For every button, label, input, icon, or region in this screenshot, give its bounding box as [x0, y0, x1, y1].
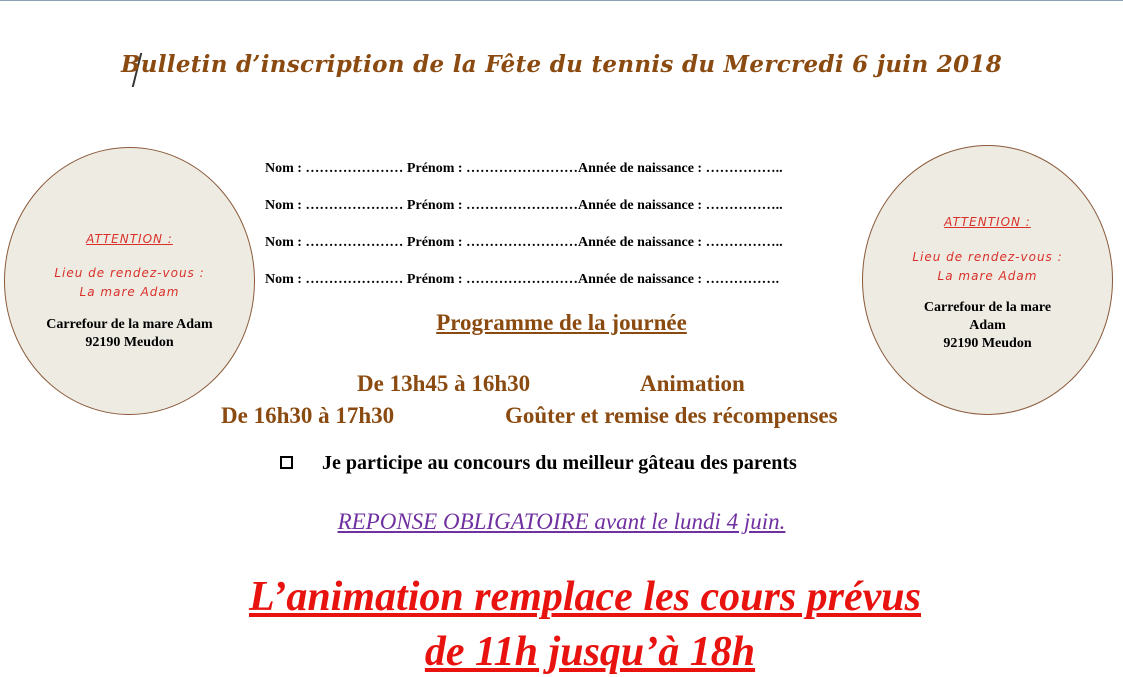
- meeting-point-circle-left: [4, 147, 255, 415]
- schedule-time-2: De 16h30 à 17h30: [221, 403, 395, 428]
- address-city: 92190 Meudon: [85, 335, 174, 350]
- attention-label: ATTENTION :: [86, 232, 173, 246]
- program-title: [0, 310, 1123, 336]
- notice-line-2: de 11h jusqu’à 18h: [424, 629, 756, 675]
- rdv-place: La mare Adam: [937, 269, 1038, 283]
- schedule-activity-2: Goûter et remise des récompenses: [505, 403, 838, 428]
- response-deadline: REPONSE OBLIGATOIRE avant le lundi 4 juin.: [337, 509, 786, 534]
- program-title-text: Programme de la journée: [436, 310, 687, 335]
- registration-row[interactable]: Nom : ………………… Prénom : ……………………Année de naissance : ……………..: [265, 161, 783, 176]
- cake-contest-label: Je participe au concours du meilleur gâteau des parents: [322, 452, 797, 474]
- schedule-time-1: De 13h45 à 16h30: [357, 371, 531, 396]
- address-line: Carrefour de la mare: [923, 300, 1052, 315]
- address-line: Carrefour de la mare Adam: [46, 317, 213, 332]
- registration-row[interactable]: Nom : ………………… Prénom : ……………………Année de naissance : ……………..: [265, 198, 783, 213]
- meeting-point-circle-right: [862, 145, 1113, 415]
- rdv-label: Lieu de rendez-vous :: [54, 266, 205, 280]
- rdv-place: La mare Adam: [79, 285, 180, 299]
- attention-label: ATTENTION :: [944, 215, 1031, 229]
- address-line-2: Adam: [969, 318, 1006, 333]
- registration-row[interactable]: Nom : ………………… Prénom : ……………………Année de naissance : …………….: [265, 272, 780, 287]
- address-city: 92190 Meudon: [943, 336, 1032, 351]
- registration-row[interactable]: Nom : ………………… Prénom : ……………………Année de naissance : ……………..: [265, 235, 783, 250]
- page-title: Bulletin d’inscription de la Fête du tennis du Mercredi 6 juin 2018: [120, 51, 1003, 78]
- cake-contest-checkbox[interactable]: [280, 456, 293, 469]
- rdv-label: Lieu de rendez-vous :: [912, 250, 1063, 264]
- schedule-activity-1: Animation: [640, 371, 745, 396]
- notice-line-1: L’animation remplace les cours prévus: [249, 574, 921, 620]
